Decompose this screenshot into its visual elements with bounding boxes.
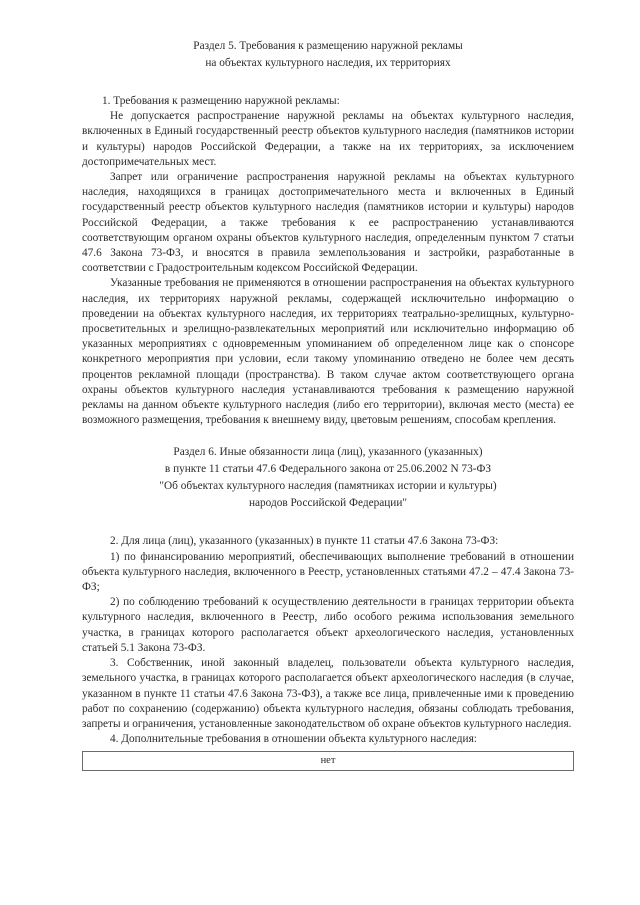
paragraph-requirements-heading: 1. Требования к размещению наружной рекламы: — [102, 95, 340, 107]
paragraph-exceptions: Указанные требования не применяются в отношении распространения на объектах культурного наследия, их территориях наружной рекламы, содержащей исключительно информацию о проведении на объектах культурного наследия, их территориях театрально-зрелищных, культурно-просветительных и зрелищно-развлекательных мероприятий или исключительно информацию об указанных мероприятиях с одновременным упоминанием об определенном лице как о спонсоре конкретного мероприятия при условии, если такому упоминанию отведено не более чем десять процентов рекламной площади (пространства). В таком случае актом соответствующего органа охраны объектов культурного наследия устанавливаются требования к размещению наружной рекламы на данном объекте культурного наследия (либо его территории), включая место (места) ее возможного размещения, требования к внешнему виду, цветовым решениям, способам крепления. — [82, 277, 574, 427]
paragraph-additional-requirements: 4. Дополнительные требования в отношении объекта культурного наследия: — [110, 733, 477, 746]
paragraph-obligated-persons: 2. Для лица (лиц), указанного (указанных) в пункте 11 статьи 47.6 Закона 73-ФЗ: — [110, 535, 499, 548]
paragraph-financing: 1) по финансированию мероприятий, обеспечивающих выполнение требований в отношении объекта культурного наследия, включенного в Реестр, установленных статьями 47.2 – 47.4 Закона 73-ФЗ; — [82, 550, 574, 594]
section-5-title-line-2: на объектах культурного наследия, их территориях — [205, 57, 451, 69]
section-5-title — [82, 38, 574, 72]
paragraph-advertising-restriction: Запрет или ограничение распространения наружной рекламы на объектах культурного наследия, находящихся в границах достопримечательного места и включенных в Единый государственный реестр объектов культурного наследия (памятников истории и культуры) народов Российской Федерации, а также требования к ее распространению устанавливаются соответствующим органом охраны объектов культурного наследия, определенным пунктом 7 статьи 47.6 Закона 73-ФЗ, и вносятся в правила землепользования и застройки, разработанные в соответствии с Градостроительным кодексом Российской Федерации. — [82, 171, 574, 275]
paragraph-advertising-ban: Не допускается распространение наружной рекламы на объектах культурного наследия, включенных в Единый государственный реестр объектов культурного наследия (памятников истории и культуры) народов Российской Федерации, а также на их территориях, за исключением достопримечательных мест. — [82, 110, 574, 168]
section-5-body — [82, 94, 574, 428]
additional-requirements-field: нет — [82, 751, 574, 771]
paragraph-compliance: 2) по соблюдению требований к осуществлению деятельности в границах территории объекта культурного наследия, включенного в Реестр, либо особого режима использования земельного участка, в границах которого располагается объект археологического наследия, установленных статьей 5.1 Закона 73-ФЗ. — [82, 596, 574, 654]
paragraph-owner-obligations: 3. Собственник, иной законный владелец, пользователи объекта культурного наследия, земельного участка, в границах которого располагается объект археологического наследия (в случае, указанном в пункте 11 статьи 47.6 Закона 73-ФЗ), а также все лица, привлеченные ими к проведению работ по сохранению (содержанию) объекта культурного наследия, обязаны соблюдать требования, запреты и ограничения, установленные законодательством об охране объектов культурного наследия. — [82, 657, 574, 730]
section-6-body — [82, 534, 574, 747]
section-6-title — [82, 444, 574, 512]
section-6-title-line-1: Раздел 6. Иные обязанности лица (лиц), указанного (указанных) — [173, 446, 483, 459]
section-6-title-line-4: народов Российской Федерации" — [248, 497, 408, 510]
section-5-title-line-1: Раздел 5. Требования к размещению наружной рекламы — [193, 40, 463, 52]
section-6-title-line-3: "Об объектах культурного наследия (памятниках истории и культуры) — [159, 480, 497, 493]
section-6-title-line-2: в пункте 11 статьи 47.6 Федерального закона от 25.06.2002 N 73-ФЗ — [164, 463, 492, 476]
